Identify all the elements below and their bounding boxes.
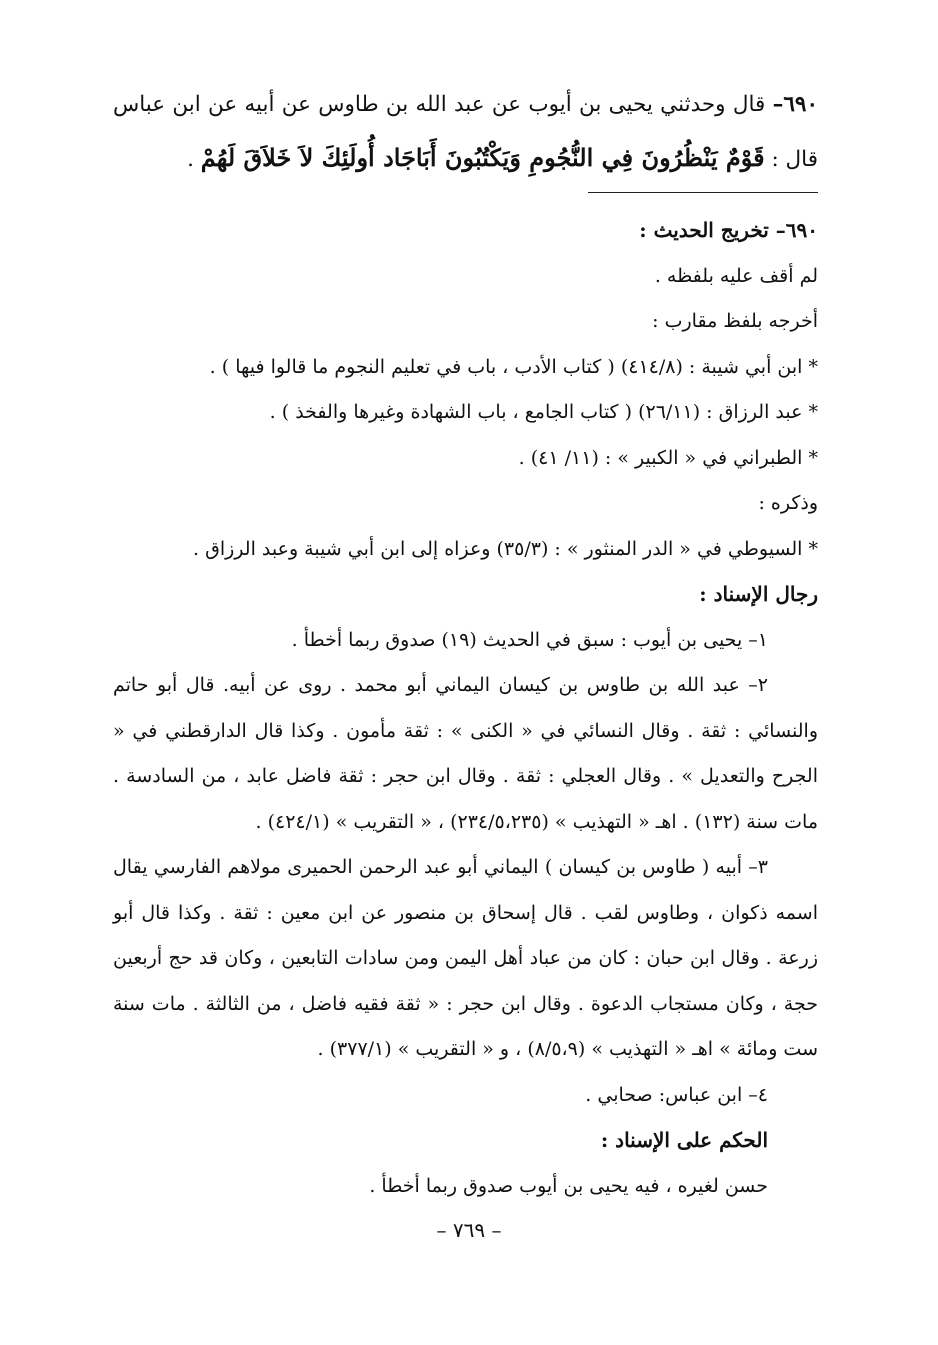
rijal-heading: رجال الإسناد : (699, 582, 818, 606)
footnotes (113, 208, 818, 1209)
narrator-entry: ٤– ابن عباس: صحابي . (585, 1083, 768, 1106)
narrator-entry: ١– يحيى بن أيوب : سبق في الحديث (١٩) صدوق ربما أخطأ . (291, 628, 768, 651)
source-item: * الطبراني في « الكبير » : (١١/ ٤١) . (518, 446, 818, 469)
source-item: * السيوطي في « الدر المنثور » : (٣٥/٣) وعزاه إلى ابن أبي شيبة وعبد الرزاق . (193, 537, 818, 560)
source-item: * عبد الرزاق : (٢٦/١١) ( كتاب الجامع ، باب الشهادة وغيرها والفخذ ) . (269, 401, 818, 423)
note-line: لم أقف عليه بلفظه . (654, 264, 818, 287)
hadith-text (113, 78, 818, 186)
page-number: – ٧٦٩ – (436, 1218, 502, 1242)
hadith-paragraph (113, 78, 818, 186)
note-line: وذكره : (758, 492, 818, 514)
source-item: * ابن أبي شيبة : (٤١٤/٨) ( كتاب الأدب ، باب في تعليم النجوم ما قالوا فيها ) . (209, 355, 818, 378)
takhrij-heading: ٦٩٠– تخريج الحديث : (639, 218, 818, 242)
hadith-number: ٦٩٠– (772, 92, 818, 117)
footnote-divider (588, 192, 818, 193)
hukm-text: حسن لغيره ، فيه يحيى بن أيوب صدوق ربما أخطأ . (369, 1174, 768, 1197)
hadith-isnad: قال وحدثني يحيى بن أيوب عن عبد الله بن طاوس عن أبيه عن ابن عباس قال : (113, 92, 818, 172)
hadith-quote: قَوْمٌ يَنْظُرُونَ فِي النُّجُومِ وَيَكْتُبُونَ أَبَاجَاد أُولَئِكَ لاَ خَلاَقَ لَهُمْ (200, 143, 765, 172)
narrator-entry: ٢– عبد الله بن طاوس بن كيسان اليماني أبو محمد . روى عن أبيه. قال أبو حاتم والنسائي : ثقة . وقال النسائي في « الكنى » : ثقة مأمون . وكذا قال الدارقطني في « الجرح والتعديل » . وقال العجلي : ثقة . وقال ابن حجر : ثقة فاضل عابد ، من السادسة . مات سنة (١٣٢) . اهـ « التهذيب » (٢٣٤/٥،٢٣٥) ، « التقريب » (٤٢٤/١) . (113, 674, 818, 833)
hadith-end: . (187, 147, 194, 172)
hukm-heading: الحكم على الإسناد : (600, 1128, 768, 1152)
narrator-entry: ٣– أبيه ( طاوس بن كيسان ) اليماني أبو عبد الرحمن الحميرى مولاهم الفارسي يقال اسمه ذكوان ، وطاوس لقب . قال إسحاق بن منصور عن ابن معين : ثقة . وكذا قال أبو زرعة . وقال ابن حبان : كان من عباد أهل اليمن ومن سادات التابعين ، وكان قد حج أربعين حجة ، وكان مستجاب الدعوة . وقال ابن حجر : « ثقة فقيه فاضل ، من الثالثة . مات سنة ست ومائة » اهـ « التهذيب » (٨/٥،٩) ، و « التقريب » (٣٧٧/١) . (113, 856, 818, 1060)
note-line: أخرجه بلفظ مقارب : (652, 310, 818, 332)
